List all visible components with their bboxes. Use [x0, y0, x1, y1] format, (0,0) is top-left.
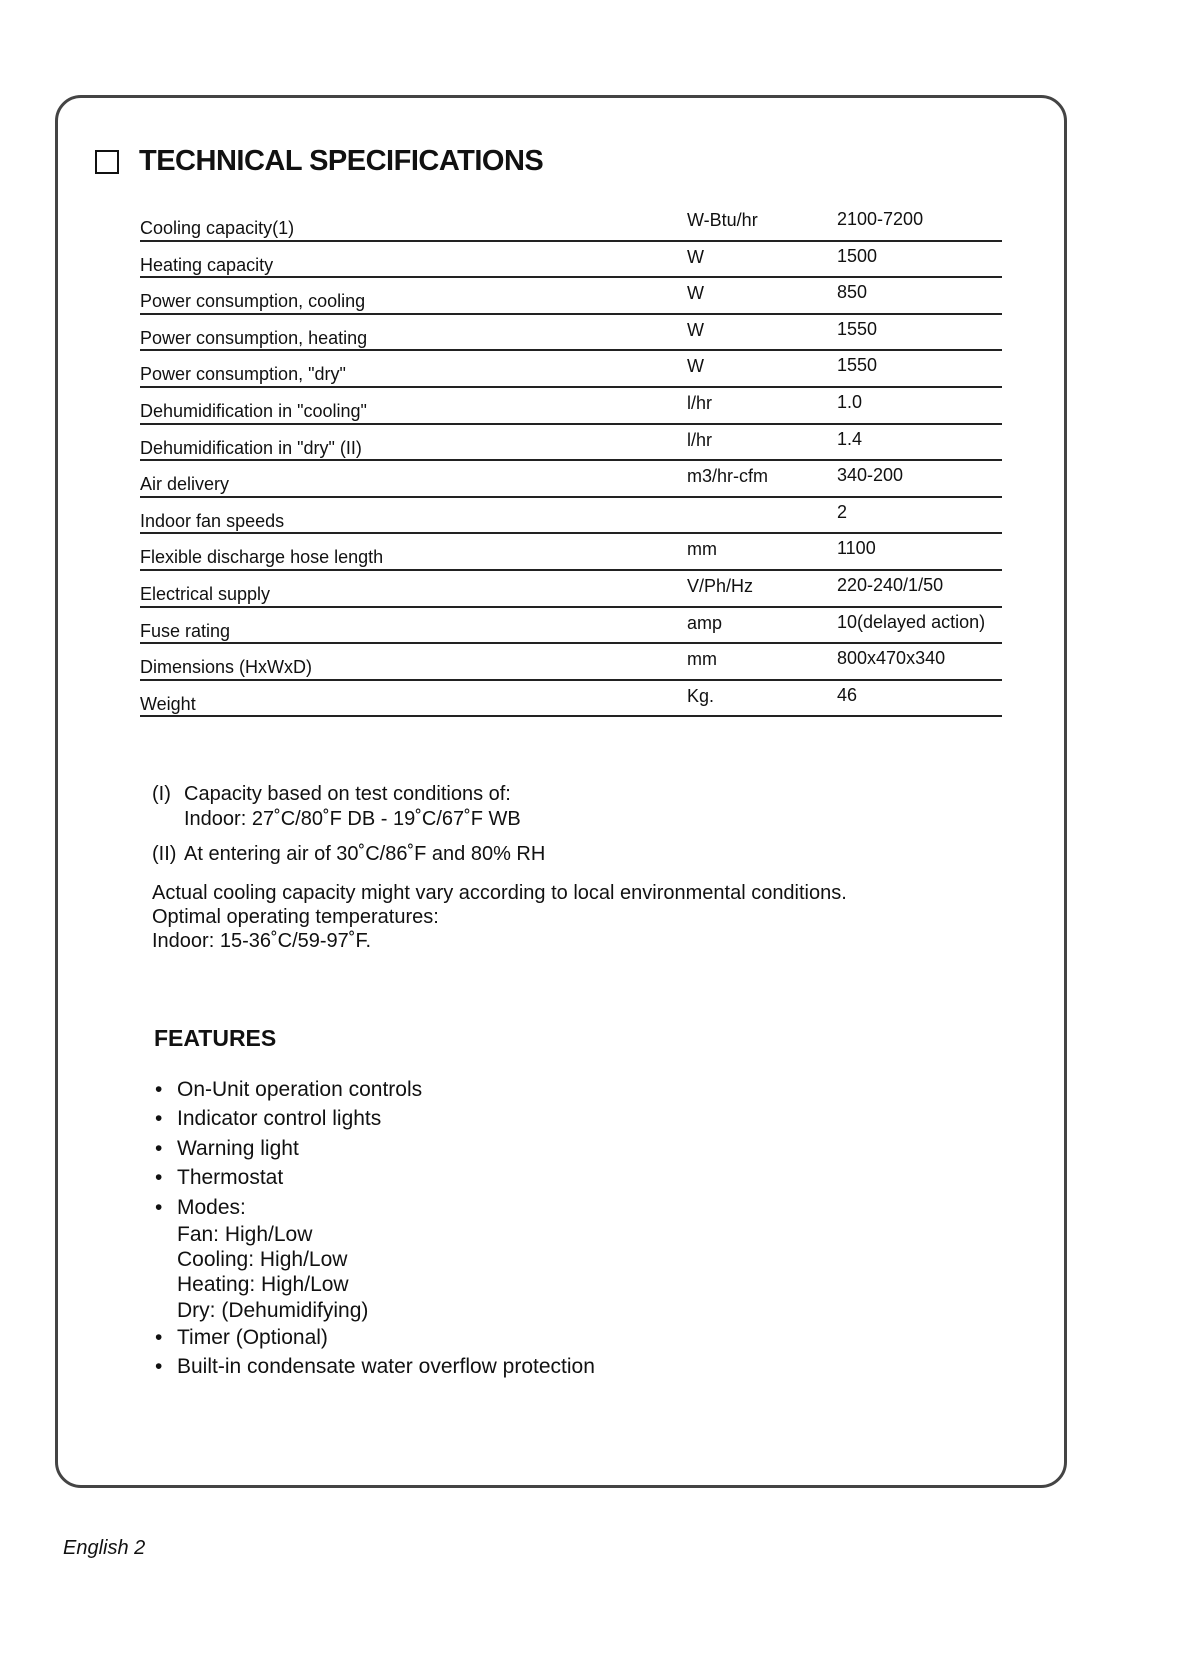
page-title: TECHNICAL SPECIFICATIONS: [139, 145, 544, 177]
spec-unit: W: [687, 283, 704, 304]
mode-item: Heating: High/Low: [177, 1273, 349, 1297]
feature-text: Timer (Optional): [177, 1325, 328, 1349]
spec-row: [140, 205, 1002, 242]
spec-unit: W-Btu/hr: [687, 210, 758, 230]
spec-row: [140, 461, 1002, 498]
checkbox-icon: [95, 150, 119, 174]
note-2-mark: (II): [152, 843, 177, 865]
notes: [152, 782, 847, 953]
page-footer: English 2: [63, 1537, 146, 1559]
spec-label: Power consumption, heating: [140, 327, 368, 348]
bullet-icon: •: [155, 1195, 163, 1219]
spec-value: 2: [837, 501, 848, 522]
feature-text: Modes:: [177, 1195, 246, 1219]
spec-label: Air delivery: [140, 474, 230, 495]
feature-text: Warning light: [177, 1136, 299, 1160]
spec-row: [140, 608, 1002, 645]
spec-value: 1100: [837, 538, 876, 559]
feature-item: [155, 1352, 595, 1381]
para-line-1: Actual cooling capacity might vary according to local environmental conditions.: [152, 882, 847, 904]
spec-row: [140, 351, 1002, 388]
spec-row: [140, 242, 1002, 279]
note-2: [152, 842, 847, 867]
spec-row: [140, 571, 1002, 608]
features-list: [155, 1075, 595, 1381]
features-title: FEATURES: [154, 1025, 277, 1051]
spec-value: 340-200: [837, 465, 904, 486]
spec-label: Flexible discharge hose length: [140, 547, 384, 568]
para-line-3: Indoor: 15-36˚C/59-97˚F.: [152, 930, 372, 952]
spec-value: 850: [837, 282, 868, 303]
spec-value: 1550: [837, 355, 878, 376]
spec-value: 1500: [837, 245, 878, 266]
spec-table: [140, 205, 1002, 717]
spec-label: Power consumption, cooling: [140, 291, 366, 312]
bullet-icon: •: [155, 1325, 163, 1349]
spec-unit: l/hr: [687, 392, 713, 413]
mode-item: Dry: (Dehumidifying): [177, 1298, 369, 1322]
spec-value: 800x470x340: [837, 648, 946, 669]
spec-unit: W: [687, 246, 704, 267]
spec-label: Power consumption, "dry": [140, 364, 346, 385]
spec-value: 1.4: [837, 428, 863, 449]
spec-unit: m3/hr-cfm: [687, 466, 768, 487]
feature-text: Indicator control lights: [177, 1107, 382, 1131]
feature-text: On-Unit operation controls: [177, 1078, 423, 1101]
spec-unit: W: [687, 319, 704, 340]
spec-row: [140, 644, 1002, 681]
spec-value: 2100-7200: [837, 209, 924, 229]
conditions-paragraph: [152, 881, 847, 953]
feature-text: Built-in condensate water overflow protection: [177, 1355, 595, 1379]
spec-value: 220-240/1/50: [837, 574, 944, 595]
spec-label: Electrical supply: [140, 583, 271, 604]
spec-row: [140, 388, 1002, 425]
spec-unit: W: [687, 356, 704, 377]
feature-item: [155, 1075, 595, 1104]
spec-row: [140, 534, 1002, 571]
feature-item: [155, 1193, 595, 1222]
para-line-2: Optimal operating temperatures:: [152, 906, 439, 928]
spec-label: Indoor fan speeds: [140, 510, 285, 531]
spec-value: 1.0: [837, 391, 863, 412]
feature-item: [155, 1134, 595, 1163]
spec-unit: V/Ph/Hz: [687, 575, 754, 596]
bullet-icon: •: [155, 1107, 163, 1131]
note-1-line-1: Capacity based on test conditions of:: [184, 783, 511, 805]
bullet-icon: •: [155, 1166, 163, 1190]
spec-value: 1550: [837, 318, 878, 339]
spec-unit: amp: [687, 612, 723, 633]
spec-row: [140, 425, 1002, 462]
bullet-icon: •: [155, 1136, 163, 1160]
note-1-line-2: Indoor: 27˚C/80˚F DB - 19˚C/67˚F WB: [184, 808, 521, 830]
feature-item: [155, 1323, 595, 1352]
spec-unit: l/hr: [687, 429, 713, 450]
bullet-icon: •: [155, 1078, 163, 1101]
spec-unit: mm: [687, 539, 717, 560]
spec-row: [140, 315, 1002, 352]
spec-value: 10(delayed action): [837, 611, 986, 632]
section-heading: [95, 145, 543, 178]
spec-row: [140, 681, 1002, 718]
spec-unit: [687, 498, 837, 533]
spec-row: [140, 498, 1002, 535]
feature-item: [155, 1163, 595, 1192]
spec-row: [140, 278, 1002, 315]
note-2-text: At entering air of 30˚C/86˚F and 80% RH: [184, 843, 546, 865]
spec-label: Weight: [140, 693, 196, 714]
spec-label: Dimensions (HxWxD): [140, 657, 313, 678]
spec-label: Heating capacity: [140, 254, 274, 275]
spec-label: Cooling capacity(1): [140, 218, 295, 238]
spec-value: 46: [837, 684, 858, 705]
feature-text: Thermostat: [177, 1166, 284, 1190]
spec-label: Dehumidification in "cooling": [140, 400, 367, 421]
note-1-mark: (I): [152, 783, 171, 805]
bullet-icon: •: [155, 1355, 163, 1379]
spec-unit: Kg.: [687, 685, 715, 706]
spec-label: Dehumidification in "dry" (II): [140, 437, 362, 458]
note-1: [152, 782, 847, 807]
mode-item: Cooling: High/Low: [177, 1248, 348, 1272]
feature-item: [155, 1104, 595, 1133]
mode-item: Fan: High/Low: [177, 1222, 313, 1246]
spec-unit: mm: [687, 649, 717, 670]
spec-label: Fuse rating: [140, 620, 231, 641]
